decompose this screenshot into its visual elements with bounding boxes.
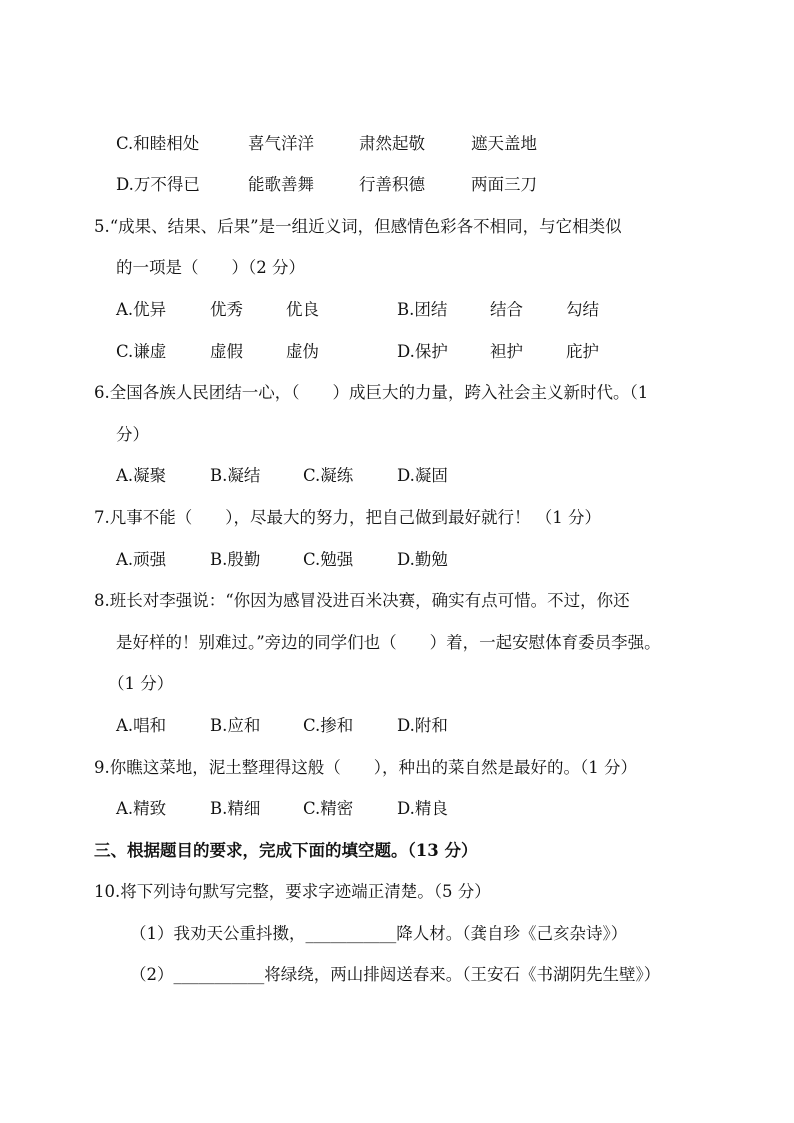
q6-stem-line2: 分） (116, 425, 149, 444)
q7-option-a: A.顽强 (116, 550, 167, 569)
q4-option-c-4: 遮天盖地 (471, 134, 537, 153)
q5-option-a-2: 优秀 (210, 300, 243, 319)
q9-stem-line1: 9.你瞧这菜地，泥土整理得这般（ ），种出的菜自然是最好的。（1 分） (94, 758, 637, 777)
q10-item-2: （2）___________将绿绕，两山排闼送春来。（王安石《书湖阴先生壁》） (130, 965, 661, 984)
q8-option-d: D.附和 (397, 716, 448, 735)
q5-option-c-1: C.谦虚 (116, 342, 167, 361)
q4-option-d-2: 能歌善舞 (248, 175, 314, 194)
q8-stem-line2: 是好样的！别难过。”旁边的同学们也（ ）着，一起安慰体育委员李强。 (116, 633, 661, 652)
q6-option-c: C.凝练 (303, 466, 354, 485)
q4-option-c-3: 肃然起敬 (359, 134, 425, 153)
q4-option-d-3: 行善积德 (359, 175, 425, 194)
q8-option-c: C.掺和 (303, 716, 354, 735)
q8-option-a: A.唱和 (116, 716, 167, 735)
q5-stem-line1: 5.“成果、结果、后果”是一组近义词，但感情色彩各不相同，与它相类似 (94, 217, 622, 236)
q5-option-c-3: 虚伪 (286, 342, 319, 361)
q9-option-c: C.精密 (303, 799, 354, 818)
q5-option-a-1: A.优异 (116, 300, 167, 319)
q5-option-b-2: 结合 (490, 300, 523, 319)
q5-option-c-2: 虚假 (210, 342, 243, 361)
q4-option-c-1: C.和睦相处 (116, 134, 200, 153)
q7-option-b: B.殷勤 (210, 550, 261, 569)
q8-option-b: B.应和 (210, 716, 261, 735)
q7-option-d: D.勤勉 (397, 550, 448, 569)
q4-option-d-4: 两面三刀 (471, 175, 537, 194)
q5-option-d-3: 庇护 (566, 342, 599, 361)
q7-option-c: C.勉强 (303, 550, 354, 569)
q5-option-d-2: 袒护 (490, 342, 523, 361)
q5-option-a-3: 优良 (286, 300, 319, 319)
q9-option-a: A.精致 (116, 799, 167, 818)
q5-option-d-1: D.保护 (397, 342, 448, 361)
q6-option-d: D.凝固 (397, 466, 448, 485)
q6-stem-line1: 6.全国各族人民团结一心，（ ）成巨大的力量，跨入社会主义新时代。（1 (94, 383, 649, 402)
q6-option-b: B.凝结 (210, 466, 261, 485)
q9-option-d: D.精良 (397, 799, 448, 818)
q4-option-d-1: D.万不得已 (116, 175, 200, 194)
q5-option-b-1: B.团结 (397, 300, 448, 319)
q10-stem-line1: 10.将下列诗句默写完整，要求字迹端正清楚。（5 分） (94, 882, 491, 901)
q4-option-c-2: 喜气洋洋 (248, 134, 314, 153)
q8-stem-line1: 8.班长对李强说：“你因为感冒没进百米决赛，确实有点可惜。不过，你还 (94, 591, 630, 610)
q9-option-b: B.精细 (210, 799, 261, 818)
q6-option-a: A.凝聚 (116, 466, 167, 485)
q5-stem-line2: 的一项是（ ）（2 分） (116, 258, 305, 277)
q8-stem-line3: （1 分） (108, 674, 174, 693)
q10-item-1: （1）我劝天公重抖擞，___________降人材。（龚自珍《己亥杂诗》） (130, 924, 628, 943)
section-3-heading: 三、根据题目的要求，完成下面的填空题。（13 分） (94, 841, 478, 860)
q7-stem-line1: 7.凡事不能（ ），尽最大的努力，把自己做到最好就行！ （1 分） (94, 508, 601, 527)
q5-option-b-3: 勾结 (566, 300, 599, 319)
